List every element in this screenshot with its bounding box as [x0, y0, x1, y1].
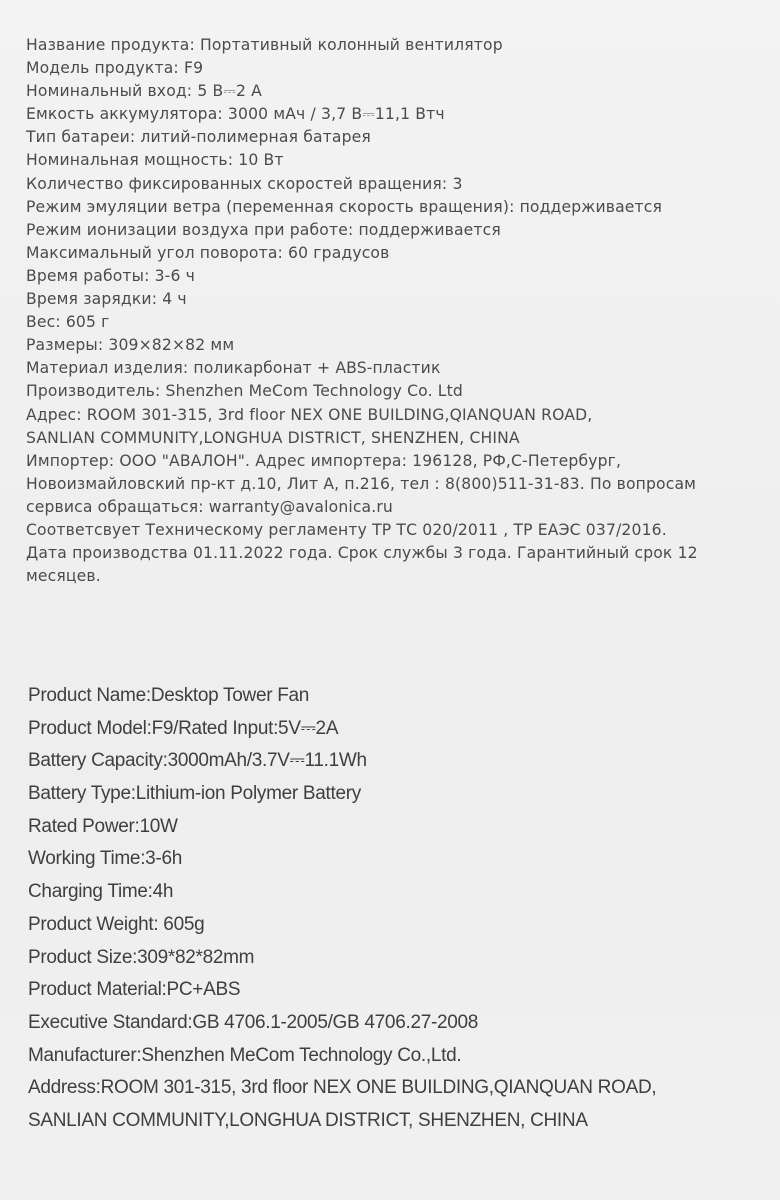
ru-ionization-mode: Режим ионизации воздуха при работе: поддерживается: [26, 220, 501, 239]
ru-rotation-angle: Максимальный угол поворота: 60 градусов: [26, 243, 390, 262]
en-manufacturer: Manufacturer:Shenzhen MeCom Technology Co.,Ltd.: [28, 1044, 462, 1066]
ru-wind-mode: Режим эмуляции ветра (переменная скорость вращения): поддерживается: [26, 197, 663, 216]
en-charging-time: Charging Time:4h: [28, 881, 174, 903]
en-battery-capacity: Battery Capacity:3000mAh/3.7V⎓11.1Wh: [28, 750, 367, 772]
ru-weight: Вес: 605 г: [26, 313, 110, 332]
english-spec-block: [28, 680, 768, 1138]
en-working-time: Working Time:3-6h: [28, 848, 182, 870]
en-rated-power: Rated Power:10W: [28, 815, 178, 837]
ru-address-line-1: Адрес: ROOM 301-315, 3rd floor NEX ONE BUILDING,QIANQUAN ROAD,: [26, 405, 593, 424]
ru-battery-type: Тип батареи: литий-полимерная батарея: [26, 128, 371, 147]
ru-warranty-end: месяцев.: [26, 567, 101, 586]
ru-production-date: Дата производства 01.11.2022 года. Срок службы 3 года. Гарантийный срок 12: [26, 544, 698, 563]
en-product-weight: Product Weight: 605g: [28, 913, 205, 935]
en-executive-standard: Executive Standard:GB 4706.1-2005/GB 4706.27-2008: [28, 1011, 479, 1033]
en-product-size: Product Size:309*82*82mm: [28, 946, 255, 968]
ru-rated-power: Номинальная мощность: 10 Вт: [26, 151, 284, 170]
ru-rated-input: Номинальный вход: 5 В⎓2 А: [26, 82, 262, 101]
ru-battery-capacity: Емкость аккумулятора: 3000 мАч / 3,7 В⎓11,1 Втч: [26, 105, 445, 124]
ru-product-model: Модель продукта: F9: [26, 59, 204, 78]
en-address-line-1: Address:ROOM 301-315, 3rd floor NEX ONE BUILDING,QIANQUAN ROAD,: [28, 1077, 657, 1099]
ru-material: Материал изделия: поликарбонат + ABS-пластик: [26, 359, 441, 378]
ru-importer-line-2: Новоизмайловский пр-кт д.10, Лит А, п.216, тел : 8(800)511-31-83. По вопросам: [26, 474, 697, 493]
en-product-material: Product Material:PC+ABS: [28, 979, 241, 1001]
ru-product-name: Название продукта: Портативный колонный вентилятор: [26, 36, 503, 54]
ru-service-email: сервиса обращаться: warranty@avalonica.ru: [26, 497, 393, 516]
ru-working-time: Время работы: 3-6 ч: [26, 266, 195, 285]
ru-address-line-2: SANLIAN COMMUNITY,LONGHUA DISTRICT, SHENZHEN, CHINA: [26, 428, 520, 447]
en-battery-type: Battery Type:Lithium-ion Polymer Battery: [28, 783, 361, 805]
en-address-line-2: SANLIAN COMMUNITY,LONGHUA DISTRICT, SHENZHEN, CHINA: [28, 1109, 588, 1131]
ru-charging-time: Время зарядки: 4 ч: [26, 290, 187, 309]
russian-spec-block: [26, 34, 766, 588]
ru-dimensions: Размеры: 309×82×82 мм: [26, 336, 235, 355]
ru-speed-count: Количество фиксированных скоростей вращения: 3: [26, 174, 463, 193]
ru-importer-line-1: Импортер: ООО "АВАЛОН". Адрес импортера: 196128, РФ,С-Петербург,: [26, 451, 622, 470]
en-product-name: Product Name:Desktop Tower Fan: [28, 685, 310, 706]
ru-compliance: Соответсвует Техническому регламенту ТР ТС 020/2011 , ТР ЕАЭС 037/2016.: [26, 520, 667, 539]
ru-manufacturer: Производитель: Shenzhen MeCom Technology Co. Ltd: [26, 382, 463, 401]
en-product-model: Product Model:F9/Rated Input:5V⎓2A: [28, 717, 339, 739]
